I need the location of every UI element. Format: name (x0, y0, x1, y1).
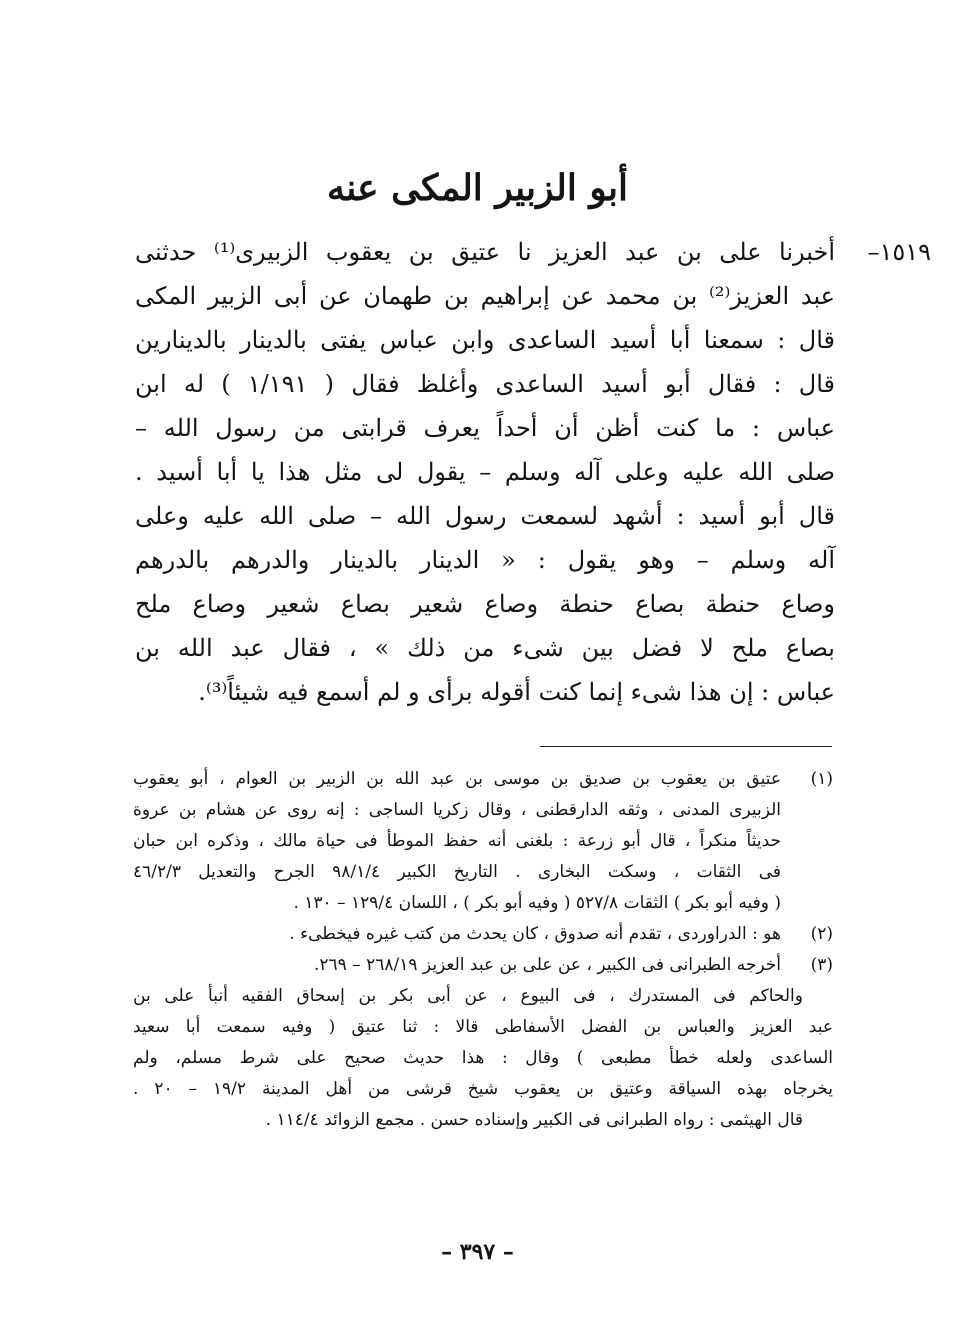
hadith-line: بصاع ملح لا فضل بين شىء من ذلك » ، فقال عبد الله بن (135, 634, 835, 662)
footnote-divider (540, 746, 832, 747)
hadith-line: عباس : ما كنت أظن أن أحداً يعرف قرابتى من رسول الله – (135, 414, 835, 442)
footnote-line: حديثاً منكراً ، قال أبو زرعة : بلغنى أنه حفظ الموطأ فى حياة مالك ، وذكره ابن حبان (133, 831, 781, 851)
hadith-line: عباس : إن هذا شىء إنما كنت أقوله برأى و لم أسمع فيه شيئاً⁽³⁾. (198, 678, 835, 706)
footnote-3-continuation (133, 981, 833, 1136)
hadith-line: صلى الله عليه وعلى آله وسلم – يقول لى مثل هذا يا أبا أسيد . (135, 458, 835, 486)
hadith-line: قال أبو أسيد : أشهد لسمعت رسول الله – صلى الله عليه وعلى (135, 502, 835, 530)
footnote-number: (٢) (810, 924, 833, 944)
footnote-1 (133, 764, 833, 919)
hadith-line: قال : سمعنا أبا أسيد الساعدى وابن عباس يفتى بالدينار بالدينارين (135, 326, 835, 354)
hadith-text (135, 230, 931, 714)
hadith-line: قال : فقال أبو أسيد الساعدى وأغلظ فقال ( ١/١٩١ ) له ابن (135, 370, 835, 398)
footnote-3 (133, 950, 833, 981)
hadith-line-text: أخبرنا على بن عبد العزيز نا عتيق بن يعقوب الزبيرى⁽¹⁾ حدثنى (135, 238, 835, 266)
footnote-line: عتيق بن يعقوب بن صديق بن موسى بن عبد الله بن الزبير بن العوام ، أبو يعقوب (133, 769, 781, 789)
footnote-number: (١) (810, 769, 833, 789)
hadith-line: عبد العزيز⁽²⁾ بن محمد عن إبراهيم بن طهمان عن أبى الزبير المكى (135, 282, 836, 310)
footnote-line: فى الثقات ، وسكت البخارى . التاريخ الكبير ٩٨/١/٤ الجرح والتعديل ٤٦/٢/٣ (133, 862, 781, 882)
footnote-line: ( وفيه أبو بكر ) الثقات ٥٢٧/٨ ( وفيه أبو بكر ) ، اللسان ١٢٩/٤ – ١٣٠ . (293, 893, 781, 913)
chapter-title: أبو الزبير المكى عنه (326, 167, 629, 209)
footnote-line: يخرجاه بهذه السياقة وعتيق بن يعقوب شيخ قرشى من أهل المدينة ١٩/٢ – ٢٠ . (133, 1079, 833, 1099)
footnote-number: (٣) (810, 955, 833, 975)
hadith-number: ١٥١٩– (867, 238, 931, 266)
footnote-line: هو : الدراوردى ، تقدم أنه صدوق ، كان يحدث من كتب غيره فيخطىء . (289, 924, 781, 944)
footnotes (133, 764, 833, 1136)
footnote-line: الساعدى ولعله خطأ مطبعى ) وقال : هذا حديث صحيح على شرط مسلم، ولم (133, 1048, 833, 1068)
page-number: – ٣٩٧ – (441, 1239, 514, 1265)
hadith-line: وصاع حنطة بصاع حنطة وصاع شعير بصاع شعير وصاع ملح (135, 590, 835, 618)
footnote-line: والحاكم فى المستدرك ، فى البيوع ، عن أبى بكر بن إسحاق الفقيه أنبأ على بن (133, 986, 803, 1006)
footnote-line: الزبيرى المدنى ، وثقه الدارقطنى ، وقال زكريا الساجى : إنه روى عن هشام بن عروة (133, 800, 781, 820)
footnote-line: قال الهيثمى : رواه الطبرانى فى الكبير وإسناده حسن . مجمع الزوائد ١١٤/٤ . (265, 1110, 803, 1130)
hadith-line: آله وسلم – وهو يقول : « الدينار بالدينار والدرهم بالدرهم (135, 546, 835, 574)
footnote-line: عبد العزيز والعباس بن الفضل الأسفاطى قالا : ثنا عتيق ( وفيه سمعت أبا سعيد (133, 1017, 833, 1037)
footnote-line: أخرجه الطبرانى فى الكبير ، عن على بن عبد العزيز ٢٦٨/١٩ – ٢٦٩. (314, 955, 781, 975)
footnote-2 (133, 919, 833, 950)
hadith-line (135, 230, 931, 274)
